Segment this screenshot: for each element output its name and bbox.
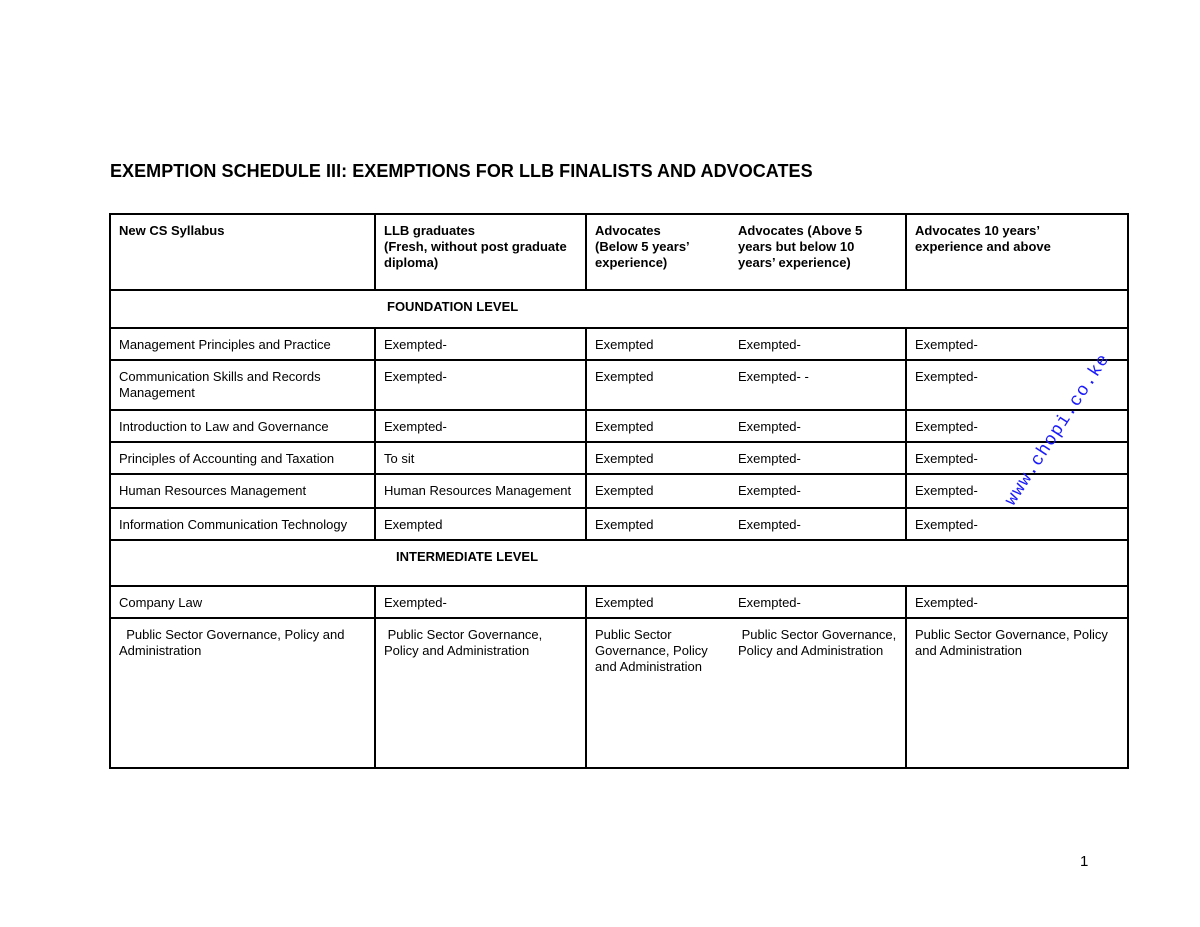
subject-cell: Company Law: [110, 586, 375, 618]
adv-10plus-cell: Exempted-: [906, 410, 1128, 442]
table-row: [110, 586, 1128, 618]
subject-cell: Human Resources Management: [110, 474, 375, 508]
adv-5to10-cell: Exempted-: [730, 586, 906, 618]
intermediate-level-label: INTERMEDIATE LEVEL: [396, 549, 539, 564]
table-row: [110, 474, 1128, 508]
llb-cell: Exempted: [375, 508, 586, 540]
llb-cell: Public Sector Governance, Policy and Administration: [375, 618, 586, 768]
adv-10plus-cell: Public Sector Governance, Policy and Administration: [906, 618, 1128, 768]
adv-10plus-cell: Exempted-: [906, 586, 1128, 618]
header-llb-graduates: LLB graduates (Fresh, without post graduate diploma): [375, 214, 586, 290]
adv-below5-cell: Exempted: [586, 586, 730, 618]
adv-10plus-cell: Exempted-: [906, 442, 1128, 474]
llb-cell: To sit: [375, 442, 586, 474]
intermediate-level-row: [110, 540, 1128, 586]
adv-below5-cell: Exempted: [586, 442, 730, 474]
adv-5to10-cell: Exempted-: [730, 442, 906, 474]
llb-cell: Human Resources Management: [375, 474, 586, 508]
table-row: [110, 618, 1128, 768]
adv-10plus-cell: Exempted-: [906, 508, 1128, 540]
table-row: [110, 360, 1128, 410]
adv-below5-cell: Public Sector Governance, Policy and Administration: [586, 618, 730, 768]
table-row: [110, 508, 1128, 540]
header-cs-syllabus: New CS Syllabus: [110, 214, 375, 290]
header-advocates-below-5: Advocates (Below 5 years’ experience): [586, 214, 730, 290]
subject-cell: Communication Skills and Records Management: [110, 360, 375, 410]
foundation-level-label: FOUNDATION LEVEL: [387, 299, 519, 314]
adv-5to10-cell: Exempted-: [730, 508, 906, 540]
adv-below5-cell: Exempted: [586, 360, 730, 410]
adv-5to10-cell: Exempted- -: [730, 360, 906, 410]
adv-10plus-cell: Exempted-: [906, 474, 1128, 508]
adv-below5-cell: Exempted: [586, 474, 730, 508]
document-title: EXEMPTION SCHEDULE III: EXEMPTIONS FOR LLB FINALISTS AND ADVOCATES: [110, 161, 813, 181]
adv-10plus-cell: Exempted-: [906, 360, 1128, 410]
header-advocates-5-to-10: Advocates (Above 5 years but below 10 years’ experience): [730, 214, 906, 290]
subject-cell: Information Communication Technology: [110, 508, 375, 540]
table-row: [110, 410, 1128, 442]
table-header-row: [110, 214, 1128, 290]
adv-10plus-cell: Exempted-: [906, 328, 1128, 360]
subject-cell: Introduction to Law and Governance: [110, 410, 375, 442]
page-number: 1: [1080, 853, 1089, 870]
watermark-text: www.chopi.co.ke: [1001, 350, 1115, 510]
adv-5to10-cell: Exempted-: [730, 328, 906, 360]
exemption-schedule-table: [109, 213, 1129, 769]
subject-cell: Management Principles and Practice: [110, 328, 375, 360]
adv-below5-cell: Exempted: [586, 328, 730, 360]
llb-cell: Exempted-: [375, 586, 586, 618]
llb-cell: Exempted-: [375, 410, 586, 442]
llb-cell: Exempted-: [375, 328, 586, 360]
adv-below5-cell: Exempted: [586, 508, 730, 540]
foundation-level-row: [110, 290, 1128, 328]
adv-5to10-cell: Public Sector Governance, Policy and Administration: [730, 618, 906, 768]
table-row: [110, 328, 1128, 360]
header-advocates-10-plus: Advocates 10 years’ experience and above: [906, 214, 1128, 290]
llb-cell: Exempted-: [375, 360, 586, 410]
subject-cell: Public Sector Governance, Policy and Administration: [110, 618, 375, 768]
adv-5to10-cell: Exempted-: [730, 410, 906, 442]
table-row: [110, 442, 1128, 474]
adv-5to10-cell: Exempted-: [730, 474, 906, 508]
subject-cell: Principles of Accounting and Taxation: [110, 442, 375, 474]
adv-below5-cell: Exempted: [586, 410, 730, 442]
